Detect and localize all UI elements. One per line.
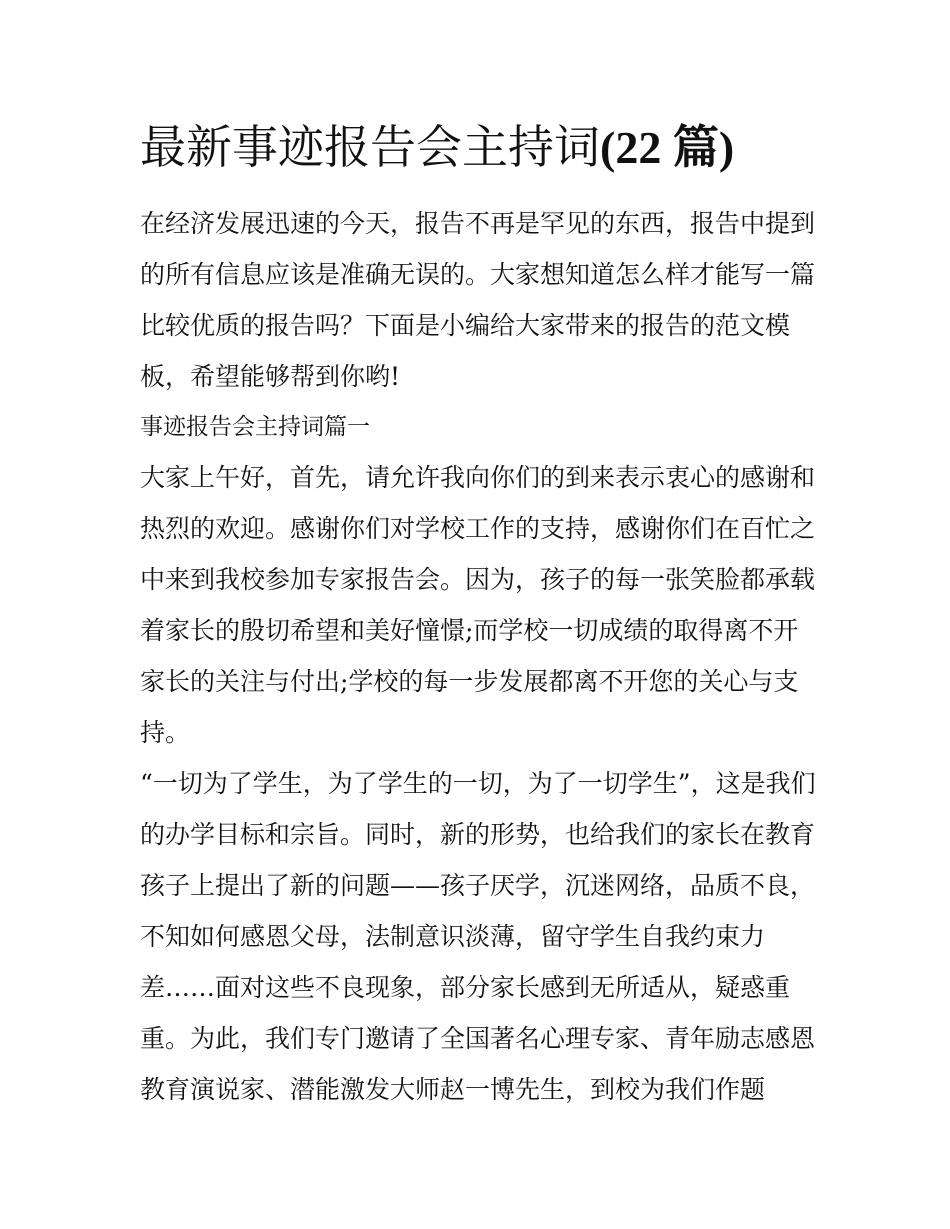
paragraph-line: 不知如何感恩父母，法制意识淡薄，留守学生自我约束力 [140, 922, 766, 951]
paragraph-line: 重。为此，我们专门邀请了全国著名心理专家、青年励志感恩 [140, 1024, 816, 1053]
document-body [140, 198, 820, 1115]
paragraph-line: 中来到我校参加专家报告会。因为，孩子的每一张笑脸都承载 [140, 565, 816, 594]
paragraph-line: 的所有信息应该是准确无误的。大家想知道怎么样才能写一篇 [140, 260, 816, 289]
paragraph-line: 孩子上提出了新的问题——孩子厌学，沉迷网络，品质不良， [140, 871, 816, 900]
title-main: 最新事迹报告会主持词 [140, 120, 600, 174]
paragraph-line: 着家长的殷切希望和美好憧憬;而学校一切成绩的取得离不开 [140, 616, 799, 645]
paragraph-line: 的办学目标和宗旨。同时，新的形势，也给我们的家长在教育 [140, 820, 816, 849]
paragraph-line: 家长的关注与付出;学校的每一步发展都离不开您的关心与支 [140, 667, 799, 696]
section-heading: 事迹报告会主持词篇一 [140, 414, 370, 440]
paragraph-line: 持。 [140, 718, 191, 747]
document-title [140, 112, 840, 183]
paragraph-line: 大家上午好，首先，请允许我向你们的到来表示衷心的感谢和 [140, 463, 816, 492]
paragraph-line: 比较优质的报告吗？下面是小编给大家带来的报告的范文模 [140, 311, 791, 340]
paragraph-line: “一切为了学生，为了学生的一切，为了一切学生”，这是我们 [140, 769, 816, 798]
paragraph-line: 差……面对这些不良现象，部分家长感到无所适从，疑惑重 [140, 973, 791, 1002]
paragraph-line: 板，希望能够帮到你哟! [140, 362, 401, 391]
title-suffix: (22 篇) [600, 122, 735, 173]
paragraph-line: 热烈的欢迎。感谢你们对学校工作的支持，感谢你们在百忙之 [140, 514, 816, 543]
paragraph-line: 在经济发展迅速的今天，报告不再是罕见的东西，报告中提到 [140, 209, 816, 238]
paragraph-line: 教育演说家、潜能激发大师赵一博先生，到校为我们作题 [140, 1075, 766, 1104]
